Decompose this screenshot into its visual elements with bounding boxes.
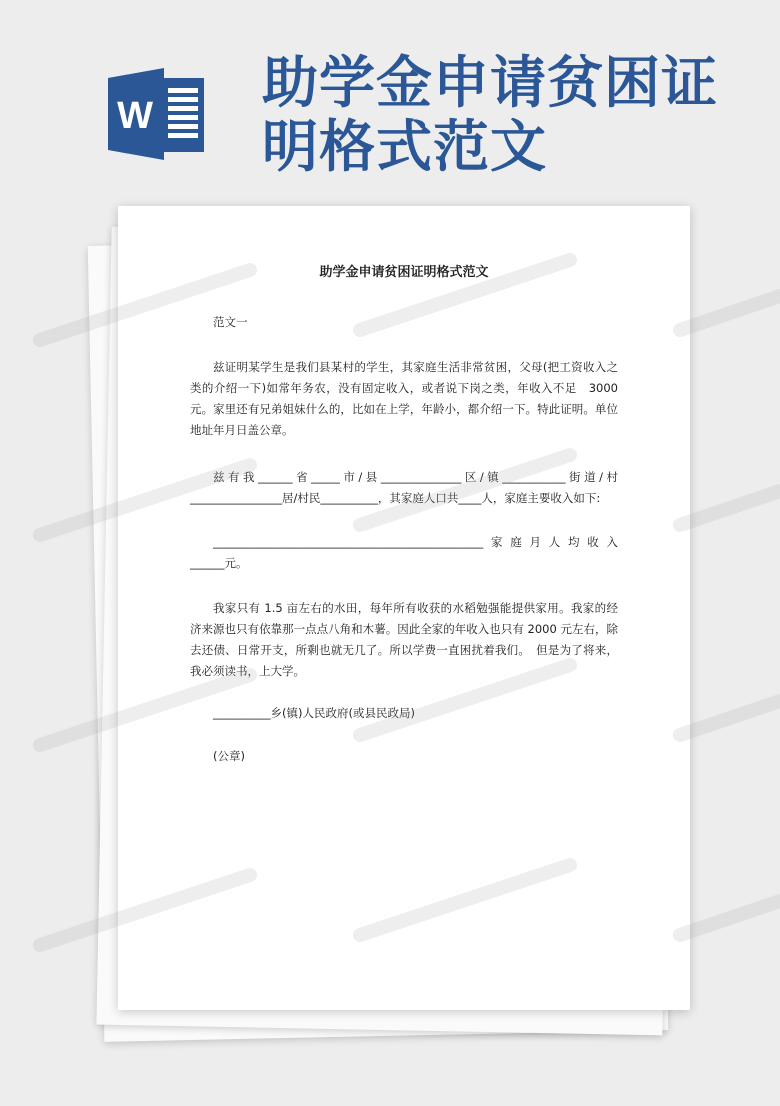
form-line-2: ________________居/村民__________，其家庭人口共____人，家庭主要收入如下: [190, 491, 601, 505]
paragraph-2: 我家只有 1.5 亩左右的水田，每年所有收获的水稻勉强能提供家用。我家的经济来源也只有依靠那一点点八角和木薯。因此全家的年收入也只有 2000 元左右，除去还债、日常开支，所剩也就无几了。所以学费一直困扰着我们。 但是为了将来，我必须读书，上大学。 [190, 601, 618, 678]
document-page [118, 206, 690, 1010]
signature-line: __________乡(镇)人民政府(或县民政局) [213, 706, 415, 720]
word-document-icon [108, 66, 208, 162]
hero-title-line-1: 助学金申请贫困证 [262, 51, 718, 116]
paragraph-1: 兹证明某学生是我们县某村的学生，其家庭生活非常贫困，父母(把工资收入之类的介绍一下)如常年务农，没有固定收入，或者说下岗之类，年收入不足 3000 元。家里还有兄弟姐妹什么的，比如在上学，年龄小，都介绍一下。特此证明。单位地址年月日盖公章。 [190, 360, 630, 437]
document-subheading: 范文一 [213, 315, 248, 329]
form-line-1: 兹有我______省_____市/县______________区/镇___________街道/村 [213, 470, 618, 484]
form-line-4: ______元。 [190, 556, 248, 570]
form-line-3: _______________________________________________家庭月人均收入 [213, 535, 618, 549]
word-logo-letter: W [117, 95, 153, 137]
seal-placeholder: (公章) [213, 749, 245, 763]
hero-title-line-2: 明格式范文 [262, 115, 547, 180]
hero-title [262, 52, 762, 180]
document-title: 助学金申请贫困证明格式范文 [319, 265, 489, 280]
